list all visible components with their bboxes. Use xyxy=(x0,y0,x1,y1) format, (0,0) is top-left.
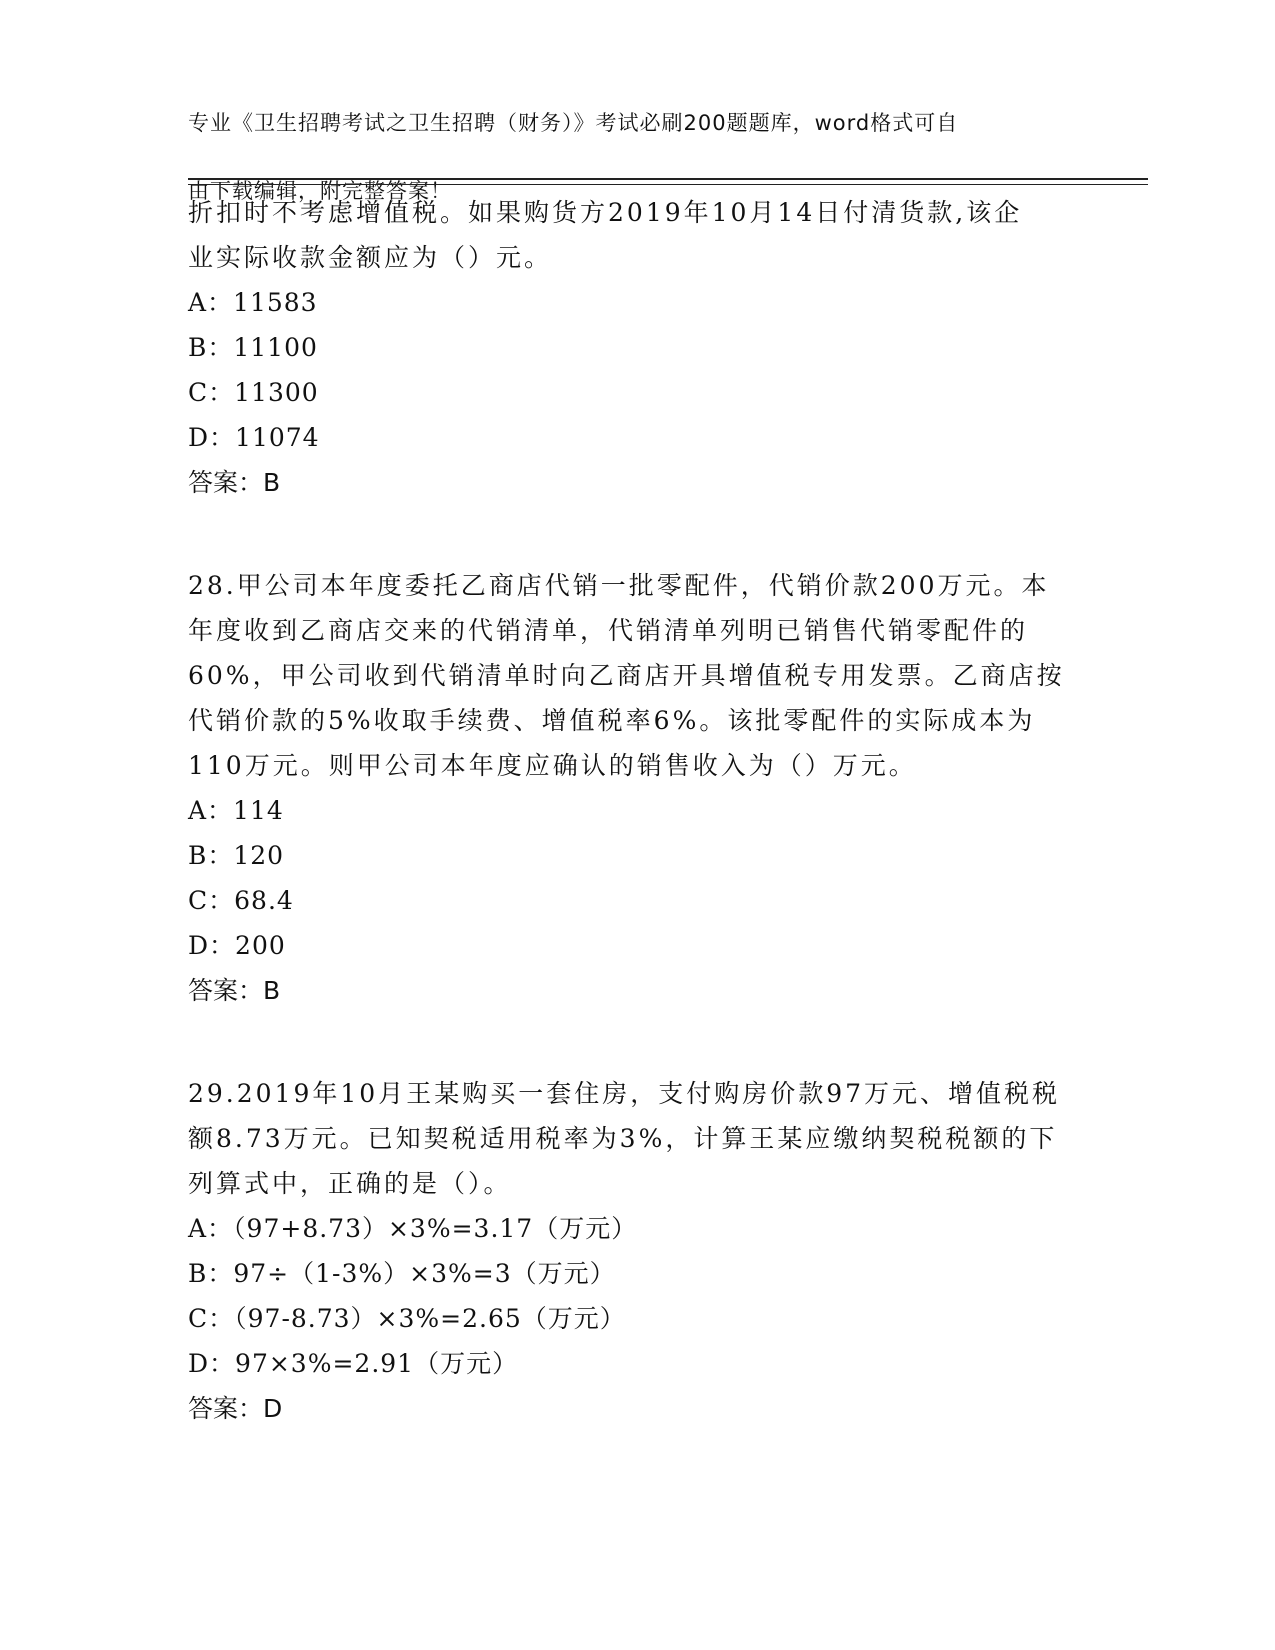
question-text xyxy=(188,1071,1088,1206)
option-d: D：97×3%=2.91（万元） xyxy=(188,1349,519,1378)
question-text xyxy=(188,563,1088,788)
option-c: C：11300 xyxy=(188,378,319,407)
header-title-line-1: 专业《卫生招聘考试之卫生招聘（财务）》考试必刷200题题库，word格式可自 xyxy=(188,111,959,135)
question-line: 业实际收款金额应为（）元。 xyxy=(188,243,553,272)
option-a: A：11583 xyxy=(188,288,318,317)
question-line: 额8.73万元。已知契税适用税率为3%，计算王某应缴纳契税税额的下 xyxy=(188,1124,1058,1153)
option-d: D：200 xyxy=(188,931,286,960)
option-c: C：（97-8.73）×3%=2.65（万元） xyxy=(188,1304,626,1333)
question-line: 折扣时不考虑增值税。如果购货方2019年10月14日付清货款,该企 xyxy=(188,198,1023,227)
header-title-line-2: 由下载编辑，附完整答案！ xyxy=(188,179,452,203)
option-c: C：68.4 xyxy=(188,886,294,915)
question-text xyxy=(188,190,1088,280)
option-b: B：120 xyxy=(188,841,285,870)
question-block xyxy=(188,190,1088,505)
question-line: 代销价款的5%收取手续费、增值税率6%。该批零配件的实际成本为 xyxy=(188,706,1036,735)
answer-line: 答案：D xyxy=(188,1394,283,1423)
header-divider-thick xyxy=(188,178,1148,180)
question-line: 60%，甲公司收到代销清单时向乙商店开具增值税专用发票。乙商店按 xyxy=(188,661,1065,690)
option-a: A：（97+8.73）×3%=3.17（万元） xyxy=(188,1214,638,1243)
header-divider-thin xyxy=(188,184,1148,185)
question-line: 列算式中，正确的是（）。 xyxy=(188,1169,512,1198)
spacer xyxy=(188,1013,1088,1071)
option-a: A：114 xyxy=(188,796,284,825)
answer-line: 答案：B xyxy=(188,976,281,1005)
question-block xyxy=(188,1071,1088,1431)
question-line: 28.甲公司本年度委托乙商店代销一批零配件，代销价款200万元。本 xyxy=(188,571,1050,600)
spacer xyxy=(188,505,1088,563)
question-block xyxy=(188,563,1088,1013)
question-line: 29.2019年10月王某购买一套住房，支付购房价款97万元、增值税税 xyxy=(188,1079,1061,1108)
option-b: B：11100 xyxy=(188,333,318,362)
option-b: B：97÷（1-3%）×3%=3（万元） xyxy=(188,1259,616,1288)
question-line: 年度收到乙商店交来的代销清单，代销清单列明已销售代销零配件的 xyxy=(188,616,1029,645)
document-body xyxy=(188,190,1088,1431)
answer-line: 答案：B xyxy=(188,468,281,497)
question-line: 110万元。则甲公司本年度应确认的销售收入为（）万元。 xyxy=(188,751,917,780)
option-d: D：11074 xyxy=(188,423,320,452)
